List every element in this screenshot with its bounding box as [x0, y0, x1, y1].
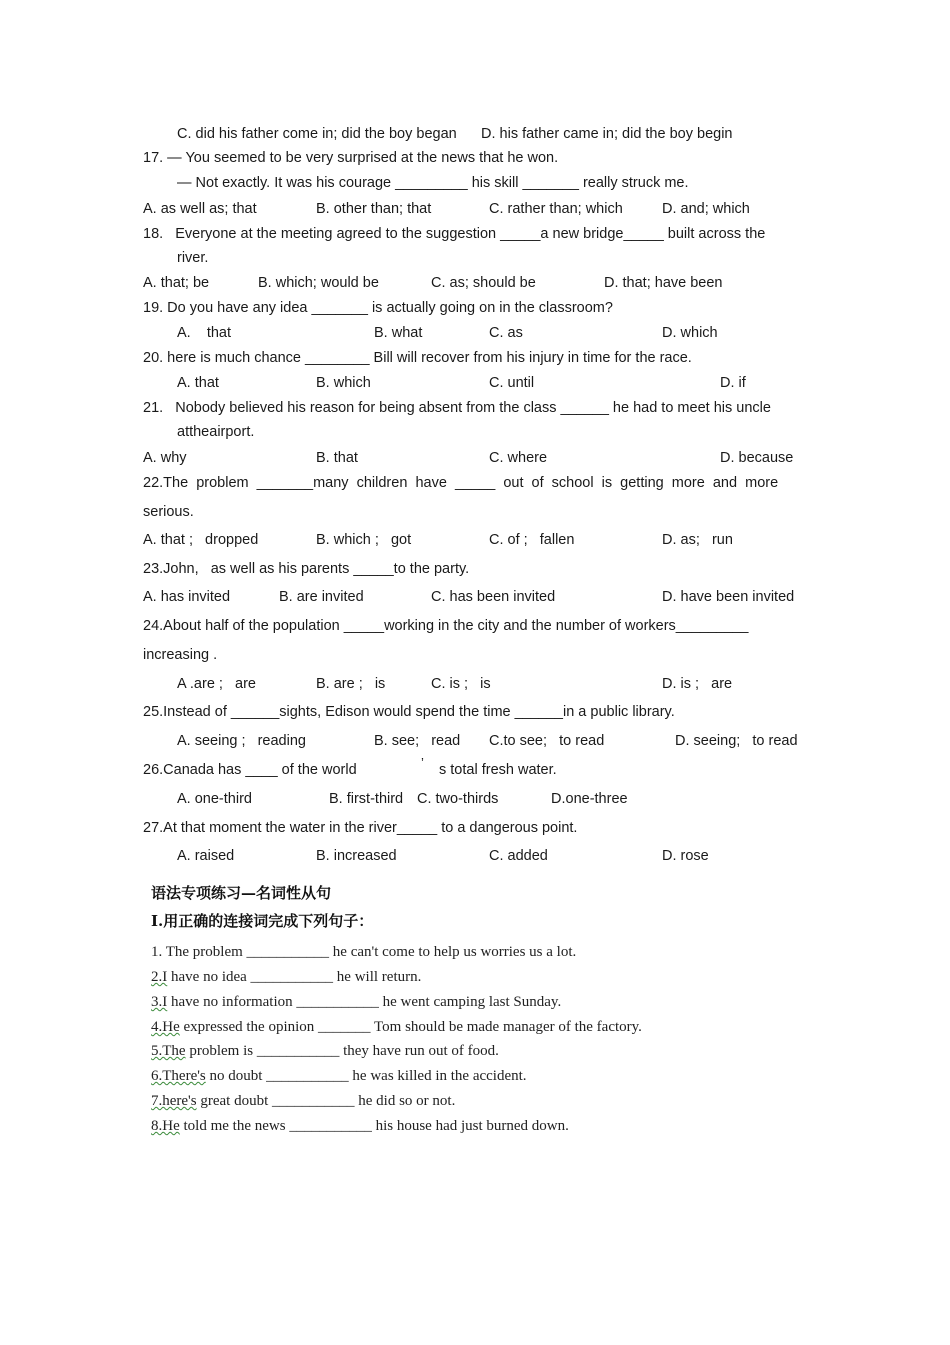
q26-apostrophe: ’ [421, 755, 424, 770]
q24-option-c: C. is ; is [431, 676, 491, 692]
q19-option-d: D. which [662, 325, 718, 341]
q16-option-c: C. did his father come in; did the boy began [177, 126, 457, 142]
q25-option-d: D. seeing; to read [675, 733, 798, 749]
q24-option-a: A .are ; are [177, 676, 256, 692]
q20-option-b: B. which [316, 375, 371, 391]
q24-option-b: B. are ; is [316, 676, 386, 692]
q23-option-a: A. has invited [143, 589, 231, 605]
q20-option-c: C. until [489, 375, 535, 391]
q22-option-d: D. as; run [662, 532, 733, 548]
section-title: 语法专项练习—名词性从句 [151, 884, 332, 902]
q24-stem-line2: increasing . [143, 647, 218, 663]
q17-option-a: A. as well as; that [143, 201, 257, 217]
exercise-item-number: 8.He [151, 1118, 180, 1134]
q21-option-a: A. why [143, 450, 187, 466]
exercise-item-text: expressed the opinion _______ Tom should be made manager of the factory. [179, 1019, 642, 1035]
q21-option-d: D. because [720, 450, 794, 466]
exercise-item-text: great doubt ___________ he did so or not. [196, 1093, 456, 1109]
q26-option-b: B. first-third [329, 791, 404, 807]
exercise-item-number: 2.I [151, 969, 168, 985]
q20-option-a: A. that [177, 375, 219, 391]
q18-stem-line1: 18. Everyone at the meeting agreed to the suggestion _____a new bridge_____ built across the [143, 226, 766, 242]
section-subtitle: I.用正确的连接词完成下列句子： [151, 912, 374, 930]
q26-stem-part2: s total fresh water. [439, 762, 557, 778]
exercise-item-number: 6.There's [151, 1068, 206, 1084]
q23-option-d: D. have been invited [662, 589, 795, 605]
exercise-item-number: 3.I [151, 994, 168, 1010]
q20-option-d: D. if [720, 375, 746, 391]
q26-option-d: D.one-three [551, 791, 628, 807]
q24-option-d: D. is ; are [662, 676, 733, 692]
q19-option-b: B. what [374, 325, 423, 341]
q21-option-b: B. that [316, 450, 358, 466]
q17-stem-line1: 17. — You seemed to be very surprised at the news that he won. [143, 150, 559, 166]
q17-option-b: B. other than; that [316, 201, 432, 217]
q18-stem-line2: river. [177, 250, 209, 266]
q27-option-c: C. added [489, 848, 548, 864]
q27-option-b: B. increased [316, 848, 397, 864]
q17-option-c: C. rather than; which [489, 201, 623, 217]
q22-option-b: B. which ; got [316, 532, 412, 548]
q25-option-c: C.to see; to read [489, 733, 605, 749]
exercise-item-text: problem is ___________ they have run out of food. [185, 1043, 499, 1059]
exercise-item-number: 1. [151, 944, 163, 960]
q27-stem: 27.At that moment the water in the river_____ to a dangerous point. [143, 820, 578, 836]
q23-option-b: B. are invited [279, 589, 364, 605]
q26-stem-part1: 26.Canada has ____ of the world [143, 762, 357, 778]
q27-option-d: D. rose [662, 848, 709, 864]
exercise-item-2 [151, 967, 421, 987]
exercise-item-text: told me the news ___________ his house had just burned down. [179, 1118, 569, 1134]
q17-stem-line2: — Not exactly. It was his courage _________ his skill _______ really struck me. [177, 175, 689, 191]
exercise-item-text: have no information ___________ he went camping last Sunday. [167, 994, 562, 1010]
q21-stem-line1: 21. Nobody believed his reason for being absent from the class ______ he had to meet his uncle [143, 400, 771, 416]
exercise-item-8 [151, 1116, 569, 1136]
q22-option-a: A. that ; dropped [143, 532, 259, 548]
q19-option-c: C. as [489, 325, 523, 341]
q18-option-c: C. as; should be [431, 275, 536, 291]
q22-option-c: C. of ; fallen [489, 532, 575, 548]
q22-stem-line2: serious. [143, 504, 194, 520]
q18-option-b: B. which; would be [258, 275, 379, 291]
q26-option-c: C. two-thirds [417, 791, 499, 807]
q20-stem: 20. here is much chance ________ Bill will recover from his injury in time for the race. [143, 350, 692, 366]
q26-option-a: A. one-third [177, 791, 252, 807]
exercise-item-5 [151, 1041, 499, 1061]
exercise-item-6 [151, 1066, 527, 1086]
q18-option-d: D. that; have been [604, 275, 723, 291]
q25-option-a: A. seeing ; reading [177, 733, 306, 749]
q17-option-d: D. and; which [662, 201, 750, 217]
exercise-item-3 [151, 992, 561, 1012]
q16-option-d: D. his father came in; did the boy begin [481, 126, 733, 142]
exercise-item-number: 7.here's [151, 1093, 197, 1109]
q24-stem-line1: 24.About half of the population _____working in the city and the number of workers_________ [143, 618, 749, 634]
exercise-item-text: have no idea ___________ he will return. [167, 969, 422, 985]
exercise-item-text: The problem ___________ he can't come to help us worries us a lot. [162, 944, 577, 960]
q21-option-c: C. where [489, 450, 548, 466]
q22-stem-line1: 22.The problem _______many children have _____ out of school is getting more and more [143, 475, 779, 491]
q21-stem-line2: attheairport. [177, 424, 255, 440]
exercise-item-7 [151, 1091, 455, 1111]
exercise-item-text: no doubt ___________ he was killed in the accident. [205, 1068, 527, 1084]
q19-stem: 19. Do you have any idea _______ is actually going on in the classroom? [143, 300, 613, 316]
q19-option-a: A. that [177, 325, 231, 341]
q25-option-b: B. see; read [374, 733, 461, 749]
exercise-item-4 [151, 1017, 642, 1037]
exercise-item-number: 4.He [151, 1019, 180, 1035]
q23-option-c: C. has been invited [431, 589, 556, 605]
exercise-item-number: 5.The [151, 1043, 186, 1059]
q25-stem: 25.Instead of ______sights, Edison would spend the time ______in a public library. [143, 704, 675, 720]
q23-stem: 23.John, as well as his parents _____to the party. [143, 561, 470, 577]
q18-option-a: A. that; be [143, 275, 210, 291]
q27-option-a: A. raised [177, 848, 235, 864]
exercise-item-1 [151, 942, 576, 962]
